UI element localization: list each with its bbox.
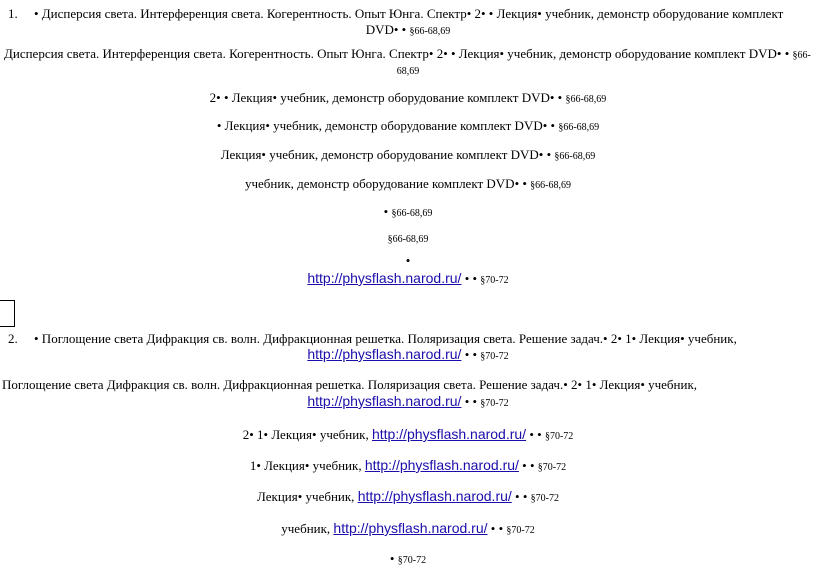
cascade1-row-3-ref: §66-68,69 (558, 122, 600, 133)
cascade2-row-5-text: учебник, (281, 521, 334, 536)
cascade2-row-2-bullets: • • (526, 427, 545, 442)
cascade1-row-3-text: • Лекция• учебник, демонстр оборудование комплект DVD• • (216, 118, 559, 133)
cascade1-row-6-ref: §66-68,69 (391, 208, 433, 219)
cascade1-row-0 (4, 46, 816, 63)
item-1-number: 1. (8, 6, 18, 21)
cascade1-row-0-ref: §66- (792, 50, 811, 61)
cascade2-row-1 (0, 394, 816, 411)
cascade2-row-2-link[interactable]: http://physflash.narod.ru/ (371, 426, 527, 442)
cascade2-row-5 (0, 521, 816, 538)
cascade2-row-3-text: 1• Лекция• учебник, (249, 458, 365, 473)
cascade1-row-4 (0, 147, 816, 164)
item-2-ref: §70-72 (480, 351, 509, 362)
cascade2-row-4 (0, 489, 816, 506)
cascade2-row-3-link[interactable]: http://physflash.narod.ru/ (364, 457, 519, 473)
cascade1-row-5 (0, 176, 816, 193)
cascade2-row-4-link[interactable]: http://physflash.narod.ru/ (357, 488, 512, 504)
cascade2-row-5-ref: §70-72 (506, 525, 535, 536)
cascade2-row-6-text: • (389, 551, 398, 566)
item-2-link-row (0, 347, 816, 364)
cascade1-row-8 (0, 253, 816, 268)
cascade2-row-4-bullets: • • (511, 489, 531, 504)
cascade1-row-7-ref: §66-68,69 (387, 234, 429, 245)
cascade2-row-2-text: 2• 1• Лекция• учебник, (242, 427, 372, 442)
item-2-physflash-link[interactable]: http://physflash.narod.ru/ (307, 346, 462, 362)
cascade1-row-8-text: • (405, 253, 411, 268)
cascade1-row-4-ref: §66-68,69 (554, 151, 596, 162)
link-row-1-ref: §70-72 (480, 275, 509, 286)
cascade2-row-5-link[interactable]: http://physflash.narod.ru/ (333, 520, 488, 536)
cascade1-row-3 (0, 118, 816, 135)
item-2-bullets: • • (461, 347, 481, 362)
physflash-link[interactable]: http://physflash.narod.ru/ (307, 270, 462, 286)
cascade1-row-2 (0, 90, 816, 107)
cascade2-row-6 (0, 551, 816, 568)
cascade1-row-0-text: Дисперсия света. Интерференция света. Когерентность. Опыт Юнга. Спектр• 2• • Лекция• учебник, демонстр оборудование комплект DVD• • (4, 46, 793, 61)
cascade2-row-5-bullets: • • (487, 521, 507, 536)
cascade2-row-2-ref: §70-72 (544, 431, 574, 442)
cascade2-row-2 (0, 427, 816, 444)
cascade1-row-6-text: • (383, 204, 392, 219)
cascade2-row-1-ref: §70-72 (480, 398, 509, 409)
cascade1-row-2-ref: §66-68,69 (565, 94, 607, 105)
cascade2-row-1-bullets: • • (461, 394, 481, 409)
cascade2-row-0 (2, 377, 816, 392)
cascade2-row-6-ref: §70-72 (397, 555, 427, 566)
cascade2-row-3-bullets: • • (518, 458, 538, 473)
cascade2-row-3 (0, 458, 816, 475)
item-1-heading-cont (0, 22, 816, 39)
left-edge-box (0, 300, 15, 327)
cascade1-row-2-text: 2• • Лекция• учебник, демонстр оборудование комплект DVD• • (209, 90, 566, 105)
cascade1-row-4-text: Лекция• учебник, демонстр оборудование комплект DVD• • (220, 147, 555, 162)
cascade2-row-1-link[interactable]: http://physflash.narod.ru/ (307, 393, 462, 409)
cascade2-row-0-text: Поглощение света Дифракция св. волн. Дифракционная решетка. Поляризация света. Решение задач.• 2• 1• Лекция• учебник, (2, 377, 698, 392)
link-row-1 (0, 271, 816, 288)
item-1-heading: • Дисперсия света. Интерференция света. Когерентность. Опыт Юнга. Спектр• 2• • Лекция• учебник, демонстр оборудование комплект (34, 6, 784, 21)
cascade1-row-5-ref: §66-68,69 (530, 180, 572, 191)
item-1-heading-dvd: DVD• • (365, 22, 410, 37)
cascade1-row-1 (0, 62, 816, 79)
item-1-ref: §66-68,69 (409, 26, 451, 37)
cascade2-row-3-ref: §70-72 (537, 462, 567, 473)
item-2-number: 2. (8, 331, 18, 346)
cascade2-row-4-ref: §70-72 (530, 493, 559, 504)
cascade1-row-1-ref: 68,69 (396, 66, 420, 77)
link-row-1-bullets: • • (461, 271, 481, 286)
cascade1-row-7 (0, 230, 816, 247)
cascade1-row-5-text: учебник, демонстр оборудование комплект DVD• • (244, 176, 531, 191)
cascade1-row-6 (0, 204, 816, 221)
item-2-heading: • Поглощение света Дифракция св. волн. Дифракционная решетка. Поляризация света. Решение задач.• 2• 1• Лекция• учебник, (34, 331, 737, 346)
cascade2-row-4-text: Лекция• учебник, (257, 489, 358, 504)
